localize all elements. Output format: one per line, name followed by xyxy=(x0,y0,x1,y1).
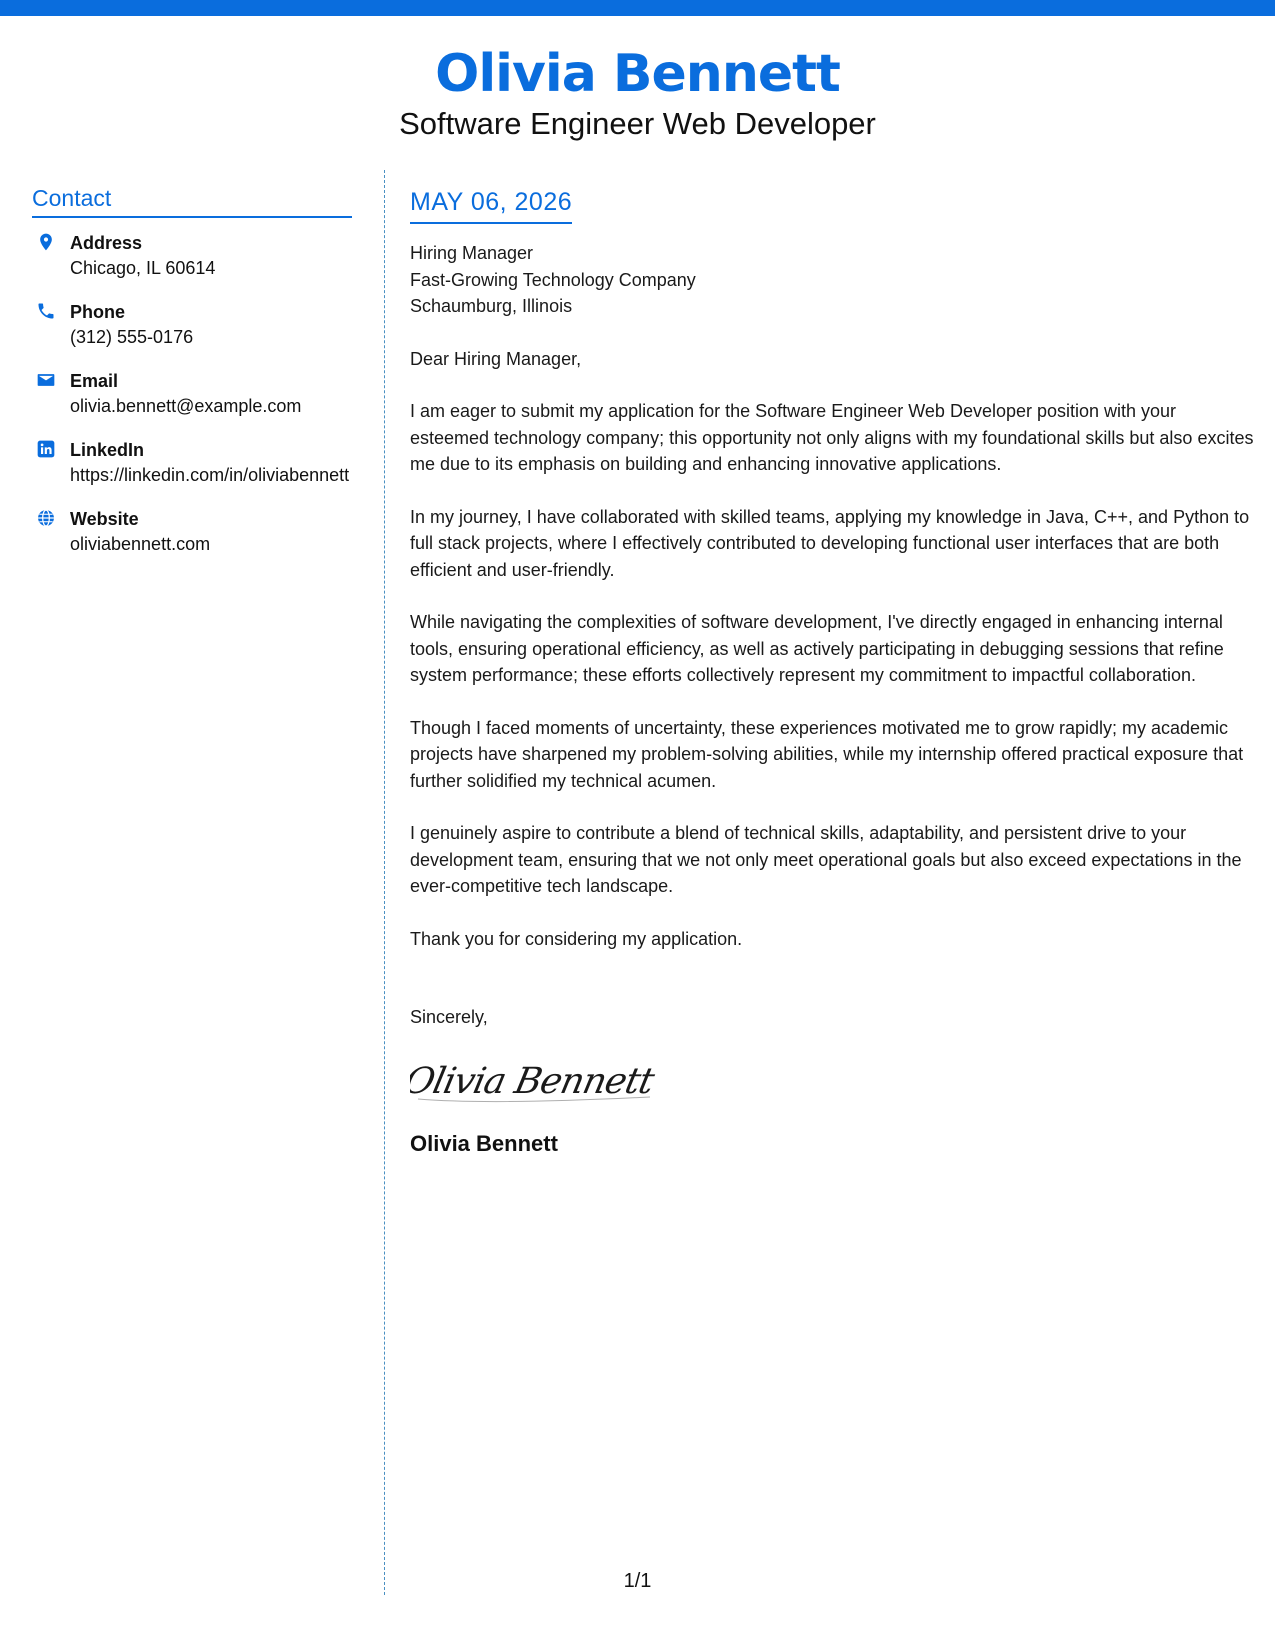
recipient-line: Fast-Growing Technology Company xyxy=(410,269,696,290)
letter-date: MAY 06, 2026 xyxy=(410,188,573,216)
contact-label: LinkedIn xyxy=(70,440,145,460)
recipient-line: Schaumburg, Illinois xyxy=(410,296,573,316)
contact-label: Phone xyxy=(70,302,126,322)
contact-address xyxy=(32,230,352,281)
top-accent-bar xyxy=(0,0,1275,16)
contact-value[interactable]: https://linkedin.com/in/oliviabennett xyxy=(70,465,350,485)
paragraph: While navigating the complexities of software development, I've directly engaged in enhancing internal tools, ensuring operational efficiency, as well as actively participating in debugging sessions that refine system performance; these efforts collectively represent my commitment to impactful collaboration. xyxy=(410,612,1224,685)
contact-label: Address xyxy=(70,233,143,253)
applicant-role: Software Engineer Web Developer xyxy=(399,106,876,141)
contact-email xyxy=(32,368,352,419)
column-divider xyxy=(384,170,385,1595)
signer-name: Olivia Bennett xyxy=(410,1130,558,1156)
letter-body xyxy=(410,186,1255,1158)
contact-linkedin xyxy=(32,437,352,488)
greeting: Dear Hiring Manager, xyxy=(410,348,582,369)
applicant-name: Olivia Bennett xyxy=(435,44,840,104)
date-block xyxy=(410,186,572,224)
phone-icon xyxy=(36,301,56,321)
contact-phone xyxy=(32,299,352,350)
contact-label: Email xyxy=(70,371,119,391)
contact-value[interactable]: oliviabennett.com xyxy=(70,534,211,554)
header xyxy=(0,44,1275,144)
envelope-icon xyxy=(36,370,56,390)
map-pin-icon xyxy=(36,232,56,252)
paragraph: Thank you for considering my application. xyxy=(410,928,743,949)
contact-value: (312) 555-0176 xyxy=(70,327,194,347)
contact-sidebar xyxy=(32,184,352,575)
paragraph: I am eager to submit my application for the Software Engineer Web Developer position with your esteemed technology company; this opportunity not only aligns with my foundational skills but also excites me due to its emphasis on building and enhancing innovative applications. xyxy=(410,401,1254,474)
signature-text: Olivia Bennett xyxy=(410,1058,658,1102)
linkedin-icon xyxy=(36,439,56,459)
contact-website xyxy=(32,506,352,557)
paragraph: Though I faced moments of uncertainty, these experiences motivated me to grow rapidly; my academic projects have sharpened my problem-solving abilities, while my internship offered practical exposure that further solidified my technical acumen. xyxy=(410,717,1244,791)
contact-list xyxy=(32,230,352,557)
closing: Sincerely, xyxy=(410,1007,488,1027)
globe-icon xyxy=(36,508,56,528)
paragraph: I genuinely aspire to contribute a blend of technical skills, adaptability, and persistent drive to your development team, ensuring that we not only meet operational goals but also exceed expectations in the ever-competitive tech landscape. xyxy=(410,823,1242,896)
paragraph: In my journey, I have collaborated with skilled teams, applying my knowledge in Java, C++, and Python to full stack projects, where I effectively contributed to developing functional user interfaces that are both efficient and user-friendly. xyxy=(410,506,1250,580)
handwritten-signature xyxy=(410,1049,670,1109)
recipient-block xyxy=(410,240,1255,320)
contact-value: Chicago, IL 60614 xyxy=(70,258,216,278)
recipient-line: Hiring Manager xyxy=(410,243,534,263)
contact-label: Website xyxy=(70,509,139,529)
page-number: 1/1 xyxy=(623,1570,652,1592)
contact-heading: Contact xyxy=(32,184,352,218)
contact-value[interactable]: olivia.bennett@example.com xyxy=(70,396,302,416)
